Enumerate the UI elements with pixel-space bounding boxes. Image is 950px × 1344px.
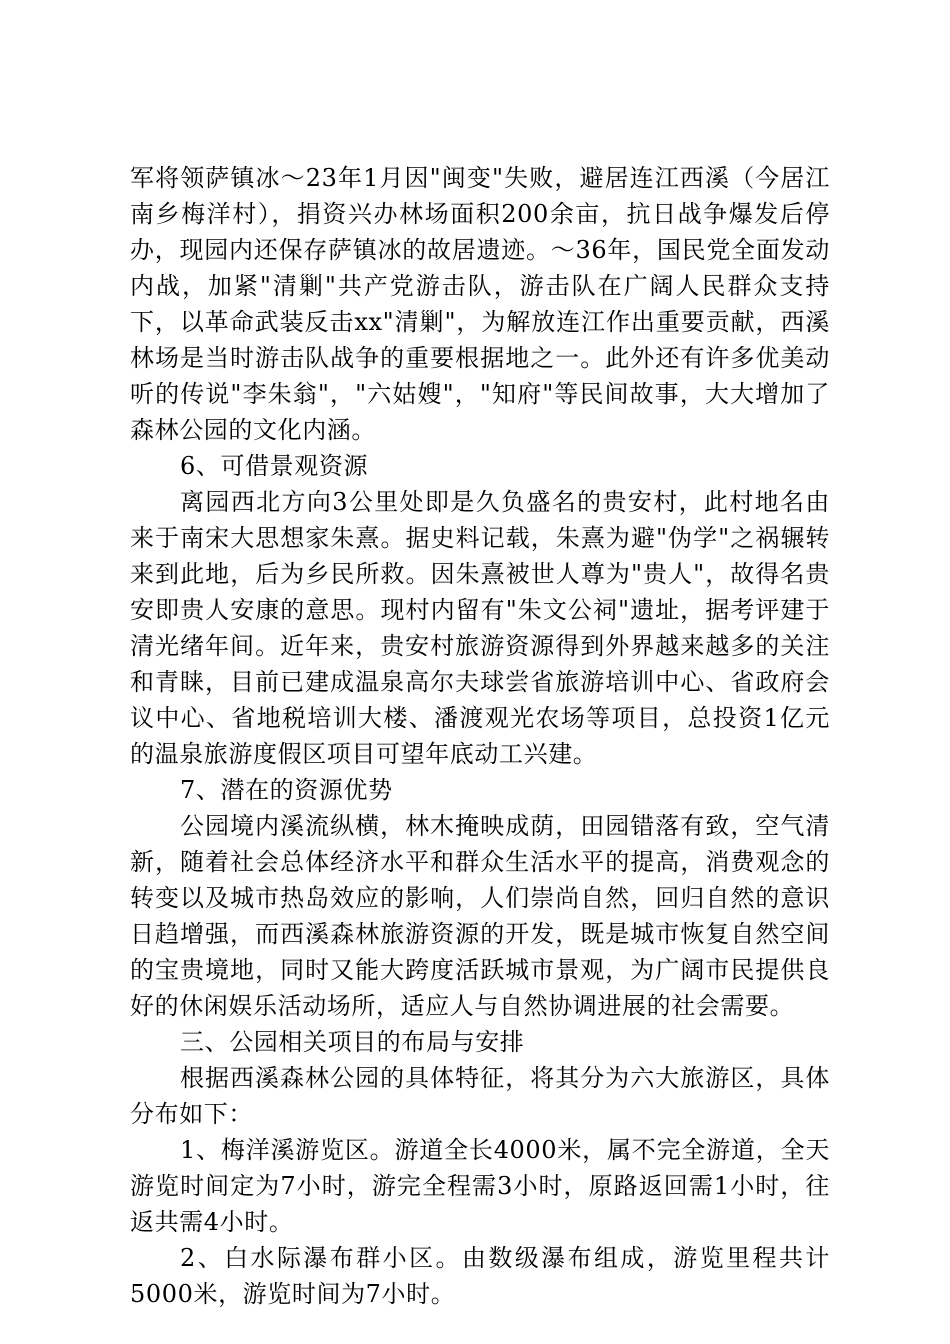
section-heading-potential-advantages: 7、潜在的资源优势 <box>180 776 393 804</box>
document-page <box>130 160 830 1312</box>
paragraph-potential-advantages: 公园境内溪流纵横，林木掩映成荫，田园错落有致，空气清新，随着社会总体经济水平和群众生活水平的提高，消费观念的转变以及城市热岛效应的影响，人们崇尚自然，回归自然的意识日趋增强，而西溪森林旅游资源的开发，既是城市恢复自然空间的宝贵境地，同时又能大跨度活跃城市景观，为广阔市民提供良好的休闲娱乐活动场所，适应人与自然协调进展的社会需要。 <box>130 812 830 1020</box>
paragraph-meiyang-stream-zone: 1、梅洋溪游览区。游道全长4000米，属不完全游道，全天游览时间定为7小时，游完全程需3小时，原路返回需1小时，往返共需4小时。 <box>130 1136 830 1236</box>
section-heading-project-layout: 三、公园相关项目的布局与安排 <box>180 1028 525 1056</box>
paragraph-zones-intro: 根据西溪森林公园的具体特征，将其分为六大旅游区，具体分布如下： <box>130 1064 830 1128</box>
paragraph-guian-village: 离园西北方向3公里处即是久负盛名的贵安村，此村地名由来于南宋大思想家朱熹。据史料记载，朱熹为避"伪学"之祸辗转来到此地，后为乡民所救。因朱熹被世人尊为"贵人"，故得名贵安即贵人安康的意思。现村内留有"朱文公祠"遗址，据考评建于清光绪年间。近年来，贵安村旅游资源得到外界越来越多的关注和青睐，目前已建成温泉高尔夫球尝省旅游培训中心、省政府会议中心、省地税培训大楼、潘渡观光农场等项目，总投资1亿元的温泉旅游度假区项目可望年底动工兴建。 <box>130 488 830 768</box>
section-heading-borrowed-scenery: 6、可借景观资源 <box>180 452 369 480</box>
paragraph-continued-history: 军将领萨镇冰～23年1月因"闽变"失败，避居连江西溪（今居江南乡梅洋村），捐资兴办林场面积200余亩，抗日战争爆发后停办，现园内还保存萨镇冰的故居遗迹。～36年，国民党全面发动内战，加紧"清剿"共产党游击队，游击队在广阔人民群众支持下，以革命武装反击xx"清剿"，为解放连江作出重要贡献，西溪林场是当时游击队战争的重要根据地之一。此外还有许多优美动听的传说"李朱翁"，"六姑嫂"，"知府"等民间故事，大大增加了森林公园的文化内涵。 <box>130 164 830 444</box>
paragraph-baishuiji-waterfall-zone: 2、白水际瀑布群小区。由数级瀑布组成，游览里程共计5000米，游览时间为7小时。 <box>130 1244 830 1308</box>
